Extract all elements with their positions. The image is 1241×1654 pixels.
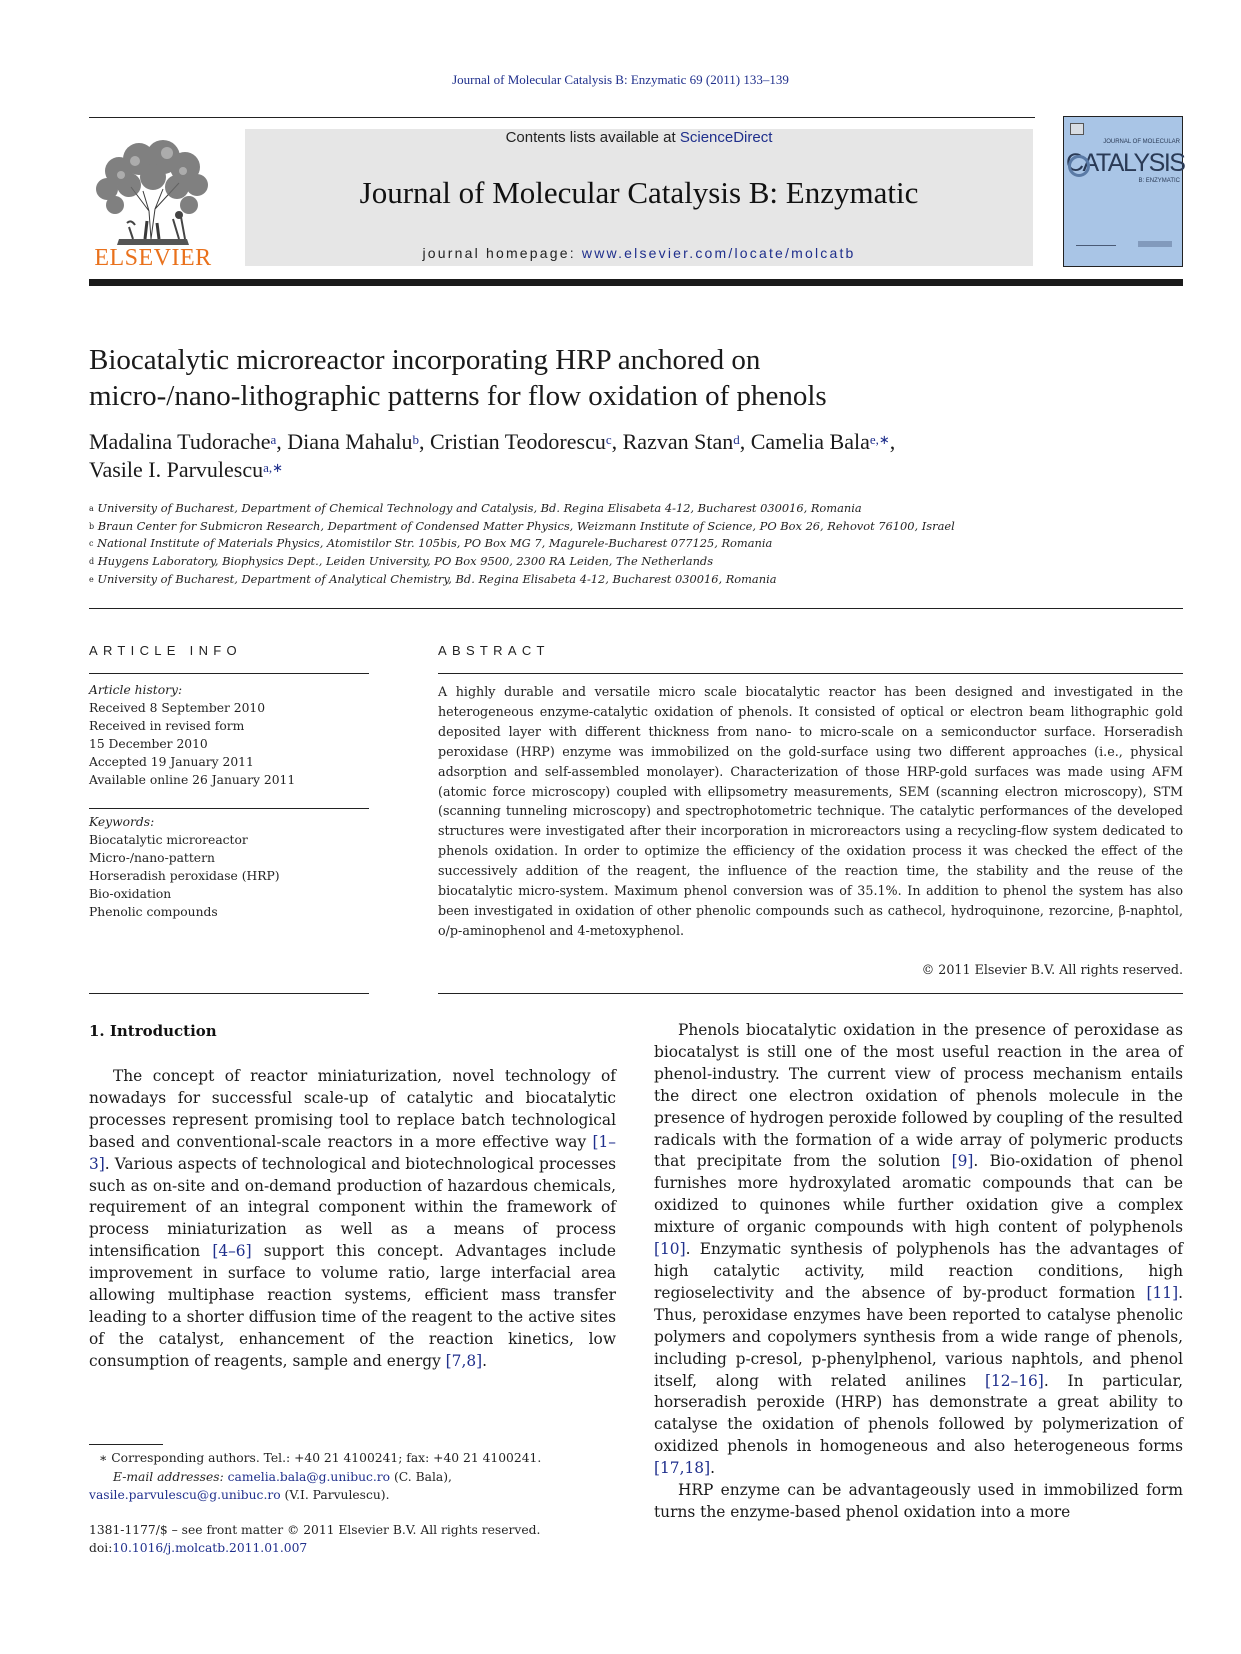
email-line-2 [89, 1486, 616, 1505]
homepage-prefix: journal homepage: [422, 245, 582, 261]
masthead-rule [89, 279, 1183, 286]
citation-link[interactable]: [10] [654, 1240, 686, 1259]
author-affiliation-mark[interactable]: b [412, 432, 419, 447]
author-separator: , [418, 429, 430, 454]
abstract-bottom-rule [438, 993, 1183, 994]
front-matter-line: 1381-1177/$ – see front matter © 2011 Elsevier B.V. All rights reserved. [89, 1523, 541, 1537]
doi-label: doi: [89, 1541, 113, 1555]
keywords-block [89, 814, 369, 921]
affiliation-text: University of Bucharest, Department of Analytical Chemistry, Bd. Regina Elisabeta 4-12, Bucharest 030016, Romania [97, 571, 777, 586]
article-info-rule [89, 673, 369, 674]
affiliation-item [89, 518, 1183, 536]
author-name: Razvan Stan [622, 429, 734, 454]
front-matter-info [89, 1521, 616, 1557]
intro-paragraph-2 [654, 1020, 1183, 1480]
abstract-heading: ABSTRACT [438, 643, 550, 658]
right-column [654, 1020, 1183, 1524]
cover-footer-rule [1076, 245, 1116, 246]
abstract-copyright: © 2011 Elsevier B.V. All rights reserved. [921, 962, 1183, 977]
doi-link[interactable]: 10.1016/j.molcatb.2011.01.007 [112, 1541, 308, 1555]
affiliation-mark: c [89, 539, 94, 549]
affiliation-rule [89, 608, 1183, 609]
affiliation-text: University of Bucharest, Department of Chemical Technology and Catalysis, Bd. Regina Elisabeta 4-12, Bucharest 030016, Romania [97, 501, 862, 515]
cover-title-small: JOURNAL OF MOLECULAR [1103, 139, 1180, 145]
author-affiliation-mark[interactable]: d [733, 432, 740, 447]
affiliation-mark: d [89, 557, 95, 567]
history-item: Received 8 September 2010 [89, 700, 266, 715]
citation-link[interactable]: [1–3] [89, 1132, 616, 1173]
paragraph-text: . [710, 1459, 715, 1478]
journal-homepage-line [245, 245, 1033, 261]
journal-cover-thumbnail[interactable] [1063, 116, 1183, 267]
author-list [89, 428, 1183, 484]
cover-title-large: CATALYSIS [1066, 149, 1185, 177]
affiliation-item [89, 553, 1183, 571]
email-link-bala[interactable]: camelia.bala@g.unibuc.ro [227, 1469, 391, 1484]
email-owner: (V.I. Parvulescu). [280, 1488, 390, 1502]
article-history [89, 682, 369, 789]
article-title [89, 342, 1183, 414]
affiliation-mark: e [89, 574, 94, 584]
cover-ring-icon [1068, 155, 1090, 177]
author-name: Diana Mahalu [287, 429, 413, 454]
author-name: Camelia Bala [750, 429, 870, 454]
article-title-line-2: micro-/nano-lithographic patterns for flow oxidation of phenols [89, 380, 827, 412]
author-affiliation-mark[interactable]: e,∗ [869, 432, 890, 447]
running-head[interactable]: Journal of Molecular Catalysis B: Enzymatic 69 (2011) 133–139 [452, 72, 789, 87]
affiliation-mark: a [89, 504, 94, 513]
header-rule [89, 117, 1035, 118]
email-owner: (C. Bala), [390, 1469, 452, 1484]
author-separator: , [611, 429, 623, 454]
keyword-item: Bio-oxidation [89, 886, 172, 901]
journal-title: Journal of Molecular Catalysis B: Enzymatic [359, 175, 919, 210]
affiliation-mark: b [89, 521, 95, 531]
paragraph-text: . Thus, peroxidase enzymes have been reported to catalyse phenolic polymers and copolymers synthesis from a wide range of phenols, including p-cresol, p-phenylphenol, various naphtols, and phenol itself, along with related anilines [654, 1283, 1183, 1390]
cover-logo-icon [1070, 123, 1084, 135]
contents-prefix: Contents lists available at [505, 129, 680, 146]
elsevier-logo[interactable] [89, 131, 217, 271]
intro-paragraph-1 [89, 1066, 616, 1373]
cover-footer-mark [1138, 241, 1172, 247]
abstract-text: A highly durable and versatile micro scale biocatalytic reactor has been designed and investigated in the heterogeneous enzyme-catalytic oxidation of phenols. It consisted of optical or electron beam lithographic gold deposited layer with different thickness from nano- to micro-scale on a semiconductor surface. Horseradish peroxidase (HRP) enzyme was immobilized on the gold-surface using two different approaches (i.e., physical adsorption and self-assembled monolayer). Characterization of those HRP-gold surfaces was made using AFM (atomic force microscopy) coupled with ellipsometry measurements, SEM (scanning electron microscopy), STM (scanning tunneling microscopy) and spectrophotometric technique. The catalytic performances of the developed structures were investigated after their incorporation in microreactors using a recycling-flow system dedicated to phenols oxidation. In order to optimize the efficiency of the oxidation process it was checked the effect of the successively addition of the reagent, the influence of the reaction time, the stability and the reuse of the biocatalytic micro-system. Maximum phenol conversion was of 35.1%. In addition to phenol the system has also been investigated in oxidation of other phenolic compounds such as cathecol, hydroquinone, rezorcine, β-naphtol, o/p-aminophenol and 4-metoxyphenol. [438, 684, 1183, 938]
author-name: Madalina Tudorache [89, 429, 271, 454]
paragraph-text: . Enzymatic synthesis of polyphenols has the advantages of high catalytic activity, mild reaction conditions, high regioselectivity and the absence of by-product formation [654, 1240, 1183, 1302]
abstract-rule [438, 673, 1183, 674]
paragraph-text: The concept of reactor miniaturization, novel technology of nowadays for successful scale-up of catalytic and biocatalytic processes represent promising tool to replace batch technological based and conventional-scale reactors in a more effective way [89, 1067, 616, 1151]
affiliation-list [89, 500, 1183, 589]
affiliation-text: Huygens Laboratory, Biophysics Dept., Leiden University, PO Box 9500, 2300 RA Leiden, The Netherlands [97, 554, 714, 569]
citation-link[interactable]: [12–16] [984, 1371, 1044, 1390]
citation-link[interactable]: [4–6] [212, 1242, 252, 1261]
article-info-heading: ARTICLE INFO [89, 643, 242, 658]
paragraph-text: support this concept. Advantages include improvement in surface to volume ratio, large interfacial area allowing multiphase reaction systems, efficient mass transfer leading to a shorter diffusion time of the reagent to the active sites of the catalyst, enhancement of the reaction kinetics, low consumption of reagents, sample and energy [89, 1242, 616, 1370]
email-label: E-mail addresses: [113, 1469, 228, 1484]
history-item: 15 December 2010 [89, 736, 208, 751]
sciencedirect-link[interactable]: ScienceDirect [679, 129, 773, 146]
affiliation-text: National Institute of Materials Physics, Atomistilor Str. 105bis, PO Box MG 7, Magurele-Bucharest 077125, Romania [97, 536, 773, 551]
affiliation-item [89, 571, 1183, 589]
affiliation-text: Braun Center for Submicron Research, Department of Condensed Matter Physics, Weizmann Institute of Science, PO Box 26, Rehovot 76100, Israel [97, 518, 955, 533]
citation-link[interactable]: [11] [1146, 1283, 1179, 1302]
article-info-bottom-rule [89, 993, 369, 994]
doi-line [89, 1539, 616, 1557]
keywords-label: Keywords: [89, 815, 155, 829]
keyword-item: Micro-/nano-pattern [89, 850, 215, 865]
history-item: Received in revised form [89, 718, 245, 733]
keyword-item: Horseradish peroxidase (HRP) [89, 868, 280, 883]
author-separator: , [276, 429, 288, 454]
keyword-item: Phenolic compounds [89, 904, 218, 919]
author-separator: , [739, 429, 751, 454]
section-heading-introduction: 1. Introduction [89, 1022, 217, 1040]
affiliation-item [89, 500, 1183, 518]
history-label: Article history: [89, 683, 183, 697]
author-name: Cristian Teodorescu [429, 429, 606, 454]
elsevier-wordmark: ELSEVIER [94, 245, 212, 271]
cover-subtitle: B: ENZYMATIC [1138, 178, 1180, 184]
email-line [89, 1468, 616, 1487]
history-item: Available online 26 January 2011 [89, 772, 296, 787]
keywords-rule [89, 808, 369, 809]
corresponding-note: ∗ Corresponding authors. Tel.: +40 21 4100241; fax: +40 21 4100241. [99, 1451, 542, 1465]
paragraph-text: Phenols biocatalytic oxidation in the presence of peroxidase as biocatalyst is still one of the most useful reaction in the area of phenol-industry. The current view of process mechanism entails the direct one electron oxidation of phenols molecule in the presence of hydrogen peroxide followed by coupling of the resulted radicals with the formation of a wide array of polymeric products that precipitate from the solution [654, 1021, 1183, 1171]
author-separator: , [889, 429, 896, 454]
paragraph-text: . [482, 1351, 488, 1370]
article-title-line-1: Biocatalytic microreactor incorporating HRP anchored on [89, 344, 761, 376]
author-affiliation-mark[interactable]: a,∗ [263, 460, 284, 475]
author-name: Vasile I. Parvulescu [89, 457, 264, 482]
citation-link[interactable]: [7,8] [445, 1351, 483, 1370]
citation-link[interactable]: [17,18] [654, 1459, 711, 1478]
keyword-item: Biocatalytic microreactor [89, 832, 248, 847]
email-link-parvulescu[interactable]: vasile.parvulescu@g.unibuc.ro [89, 1488, 281, 1502]
contents-line [245, 129, 1033, 146]
affiliation-item [89, 535, 1183, 553]
homepage-link[interactable]: www.elsevier.com/locate/molcatb [581, 245, 856, 261]
footnote-rule [89, 1444, 163, 1445]
corresponding-author-footnote [89, 1449, 616, 1505]
intro-paragraph-3: HRP enzyme can be advantageously used in immobilized form turns the enzyme-based phenol oxidation into a more [654, 1481, 1183, 1521]
history-item: Accepted 19 January 2011 [89, 754, 254, 769]
paragraph-text: . Bio-oxidation of phenol furnishes more hydroxylated aromatic compounds that can be oxidized to quinones while further oxidation give a complex mixture of organic compounds with high content of polyphenols [654, 1152, 1184, 1237]
paragraph-text: . Various aspects of technological and biotechnological processes such as on-site and on-demand production of hazardous chemicals, requirement of an integral component within the framework of process miniaturization as well as a means of process intensification [89, 1154, 616, 1261]
author-affiliation-mark[interactable]: c [605, 432, 612, 447]
citation-link[interactable]: [9] [951, 1152, 974, 1171]
author-affiliation-mark[interactable]: a [270, 432, 277, 447]
paragraph-text: . In particular, horseradish peroxide (HRP) has demonstrate a great ability to catalyse the oxidation of phenols followed by polymerization of oxidized phenols in homogeneous and also heterogeneous forms [654, 1371, 1183, 1456]
